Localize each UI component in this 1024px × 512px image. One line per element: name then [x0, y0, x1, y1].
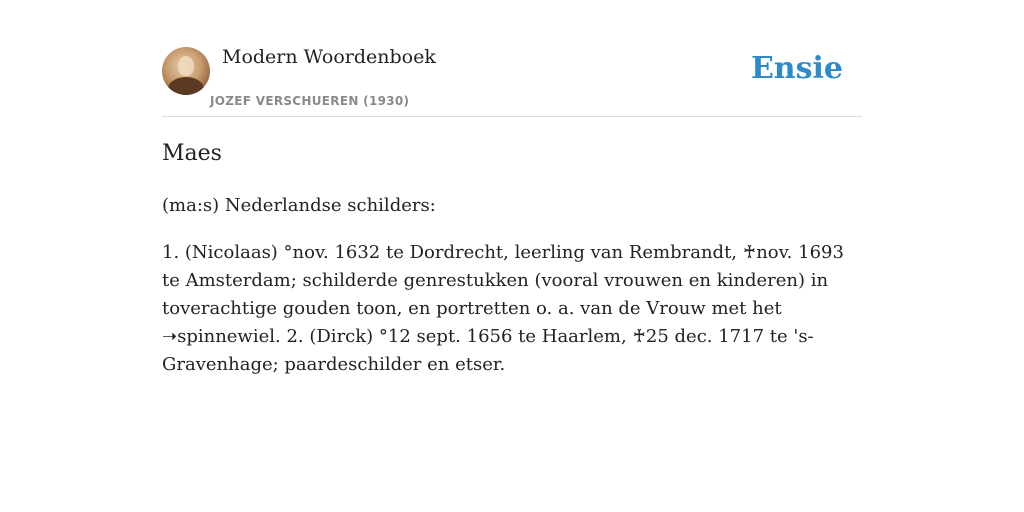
- ensie-logo[interactable]: Ensie: [750, 51, 843, 86]
- entry-body-text: 1. (Nicolaas) °nov. 1632 te Dordrecht, leerling van Rembrandt, ♰nov. 1693 te Amsterdam; schilderde genrestukken (vooral vrouwen en kinderen) in toverachtige gouden toon, en portretten o. a. van de Vrouw met het: [162, 242, 844, 319]
- entry-intro: (ma:s) Nederlandse schilders:: [162, 195, 436, 216]
- avatar-coat: [168, 77, 204, 95]
- header: [162, 40, 862, 117]
- avatar-face: [178, 56, 194, 76]
- book-title[interactable]: Modern Woordenboek: [222, 46, 436, 68]
- spinnewiel-link[interactable]: ➝spinnewiel: [162, 326, 276, 347]
- author-avatar: [162, 47, 210, 95]
- entry-body-text-end: . 2. (Dirck) °12 sept. 1656 te Haarlem, ♰25 dec. 1717 te 's-Gravenhage; paardeschilder en etser.: [162, 326, 814, 375]
- entry-body: [162, 239, 862, 379]
- entry-headword: Maes: [162, 141, 222, 166]
- entry-content: [162, 140, 862, 398]
- author-name[interactable]: JOZEF VERSCHUEREN (1930): [210, 94, 410, 108]
